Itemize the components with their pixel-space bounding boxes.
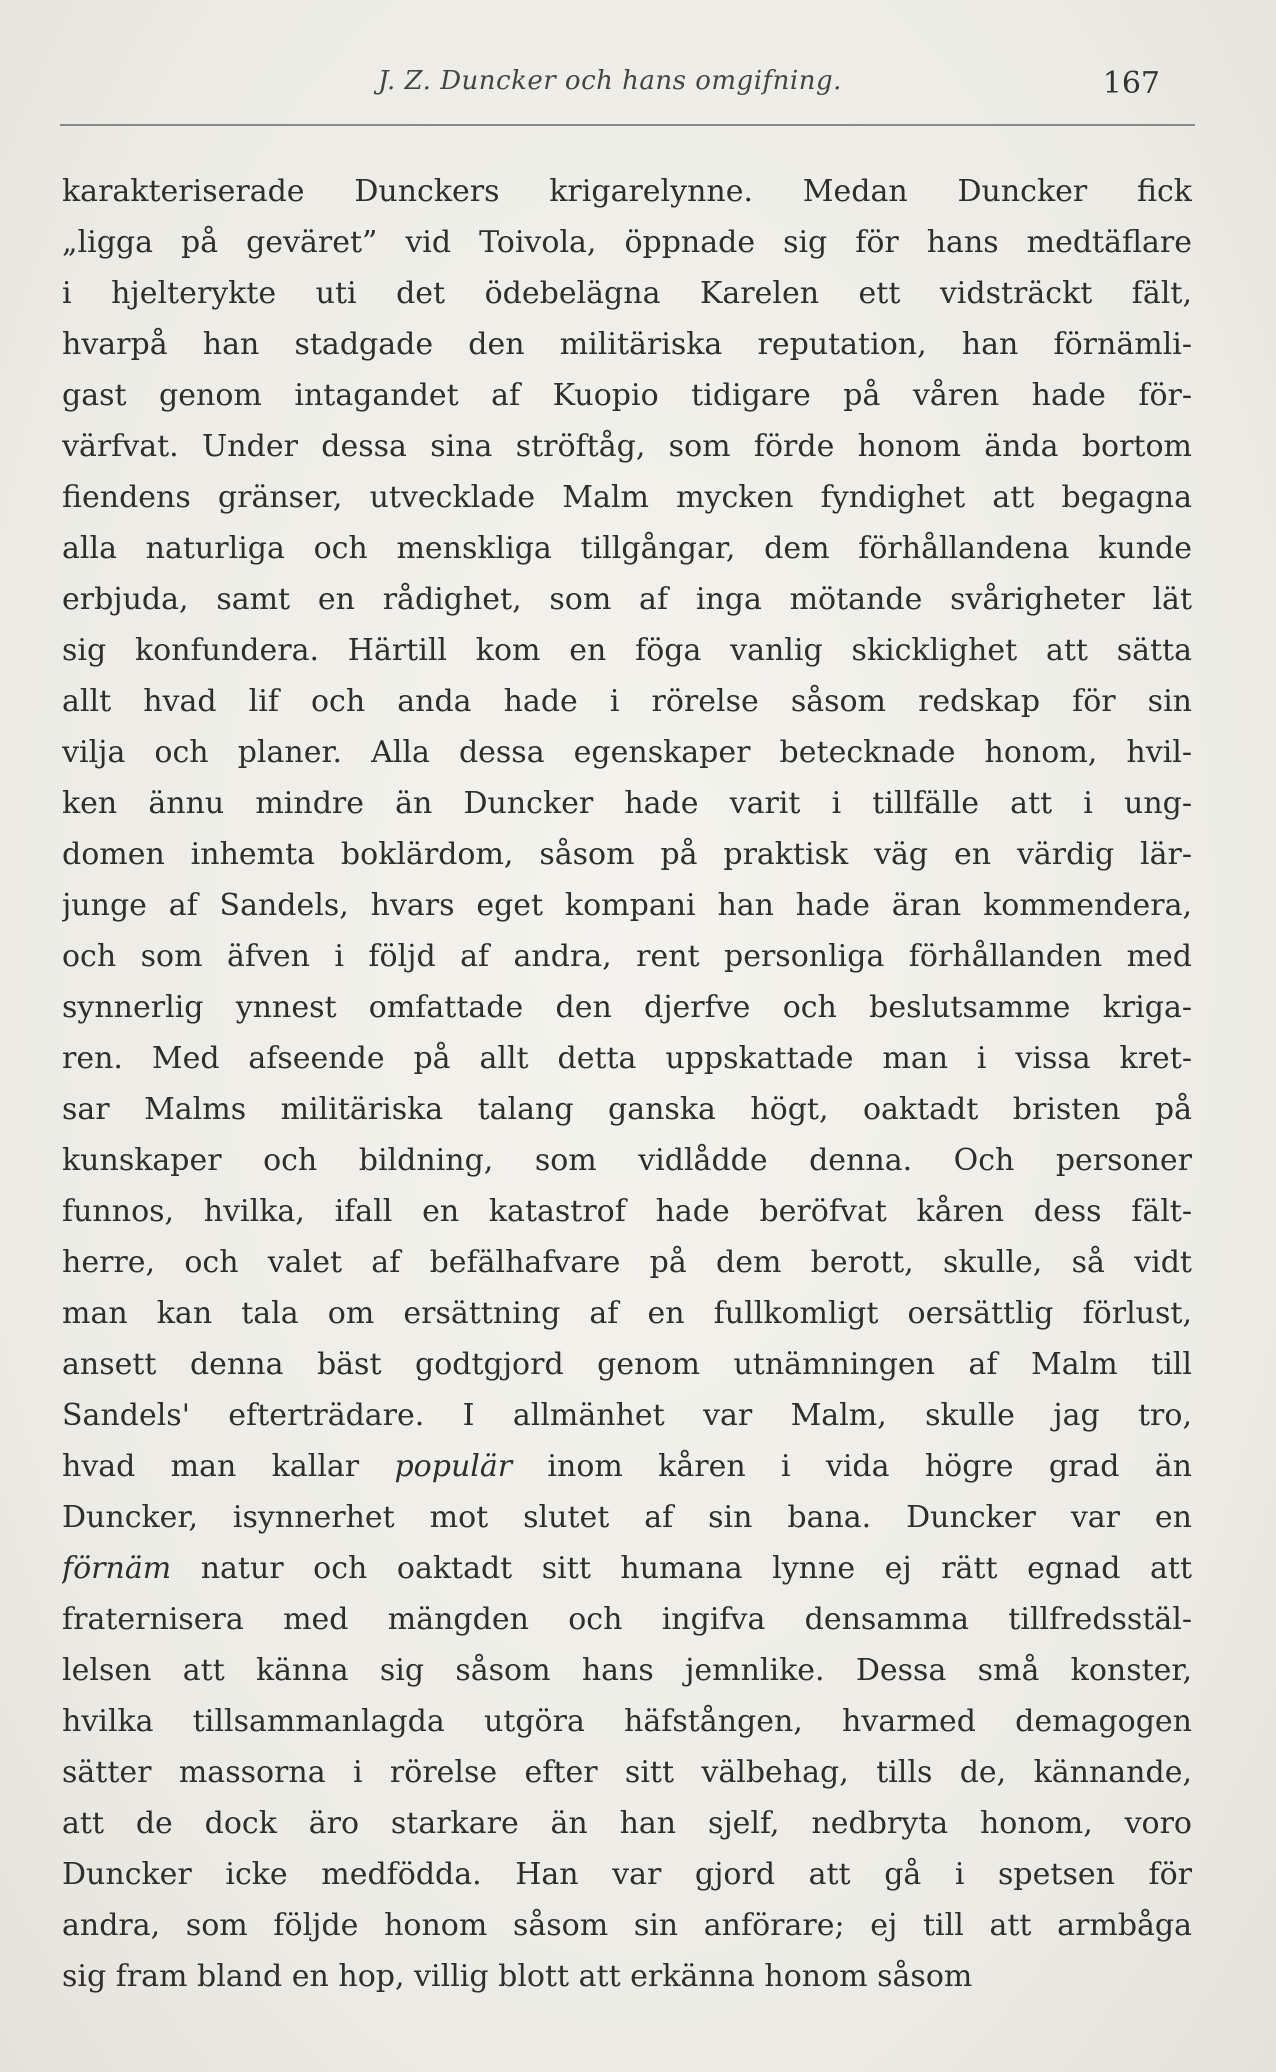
text-line: andra, som följde honom såsom sin anförare; ej till att armbåga — [62, 1908, 1192, 1943]
text-line: gast genom intagandet af Kuopio tidigare på våren hade för- — [62, 378, 1192, 413]
text-line: Duncker, isynnerhet mot slutet af sin bana. Duncker var en — [62, 1500, 1192, 1535]
text-line: sig konfundera. Härtill kom en föga vanlig skicklighet att sätta — [62, 633, 1192, 668]
text-line: junge af Sandels, hvars eget kompani han hade äran kommendera, — [62, 888, 1192, 923]
text-line: synnerlig ynnest omfattade den djerfve och beslutsamme kriga- — [62, 990, 1192, 1025]
text-line: sätter massorna i rörelse efter sitt välbehag, tills de, kännande, — [62, 1755, 1192, 1790]
text-line: man kan tala om ersättning af en fullkomligt oersättlig förlust, — [62, 1296, 1192, 1331]
text-line: i hjelterykte uti det ödebelägna Karelen ett vidsträckt fält, — [62, 276, 1192, 311]
text-line: lelsen att känna sig såsom hans jemnlike. Dessa små konster, — [62, 1653, 1192, 1688]
text-line: alla naturliga och menskliga tillgångar, dem förhållandena kunde — [62, 531, 1192, 566]
text-line: värfvat. Under dessa sina ströftåg, som förde honom ända bortom — [62, 429, 1192, 464]
text-line: kunskaper och bildning, som vidlådde denna. Och personer — [62, 1143, 1192, 1178]
text-line: Sandels' efterträdare. I allmänhet var Malm, skulle jag tro, — [62, 1398, 1192, 1433]
text-line: vilja och planer. Alla dessa egenskaper betecknade honom, hvil- — [62, 735, 1192, 770]
text-line: och som äfven i följd af andra, rent personliga förhållanden med — [62, 939, 1192, 974]
text-line: allt hvad lif och anda hade i rörelse såsom redskap för sin — [62, 684, 1192, 719]
page-number: 167 — [1102, 66, 1160, 101]
text-line: Duncker icke medfödda. Han var gjord att gå i spetsen för — [62, 1857, 1192, 1892]
text-line: hvilka tillsammanlagda utgöra häfstången, hvarmed demagogen — [62, 1704, 1192, 1739]
running-title: J. Z. Duncker och hans omgifning. — [378, 66, 842, 96]
text-line: herre, och valet af befälhafvare på dem berott, skulle, så vidt — [62, 1245, 1192, 1280]
text-line: att de dock äro starkare än han sjelf, nedbryta honom, voro — [62, 1806, 1192, 1841]
text-line: fiendens gränser, utvecklade Malm mycken fyndighet att begagna — [62, 480, 1192, 515]
text-line: ansett denna bäst godtgjord genom utnämningen af Malm till — [62, 1347, 1192, 1382]
text-line: förnäm natur och oaktadt sitt humana lynne ej rätt egnad att — [62, 1551, 1192, 1586]
text-line: fraternisera med mängden och ingifva densamma tillfredsstäl- — [62, 1602, 1192, 1637]
text-line: „ligga på geväret” vid Toivola, öppnade sig för hans medtäflare — [62, 225, 1192, 260]
header-rule — [60, 124, 1195, 126]
text-line: sar Malms militäriska talang ganska högt, oaktadt bristen på — [62, 1092, 1192, 1127]
text-line: sig fram bland en hop, villig blott att erkänna honom såsom — [62, 1959, 973, 1994]
text-line: hvad man kallar populär inom kåren i vida högre grad än — [62, 1449, 1192, 1484]
text-line: funnos, hvilka, ifall en katastrof hade beröfvat kåren dess fält- — [62, 1194, 1192, 1229]
text-line: ren. Med afseende på allt detta uppskattade man i vissa kret- — [62, 1041, 1192, 1076]
text-line: karakteriserade Dunckers krigarelynne. Medan Duncker fick — [62, 174, 1192, 209]
text-line: ken ännu mindre än Duncker hade varit i tillfälle att i ung- — [62, 786, 1192, 821]
page-header — [60, 62, 1160, 108]
body-text — [62, 166, 1192, 2002]
text-line: erbjuda, samt en rådighet, som af inga mötande svårigheter lät — [62, 582, 1192, 617]
text-line: domen inhemta boklärdom, såsom på praktisk väg en värdig lär- — [62, 837, 1192, 872]
text-line: hvarpå han stadgade den militäriska reputation, han förnämli- — [62, 327, 1192, 362]
